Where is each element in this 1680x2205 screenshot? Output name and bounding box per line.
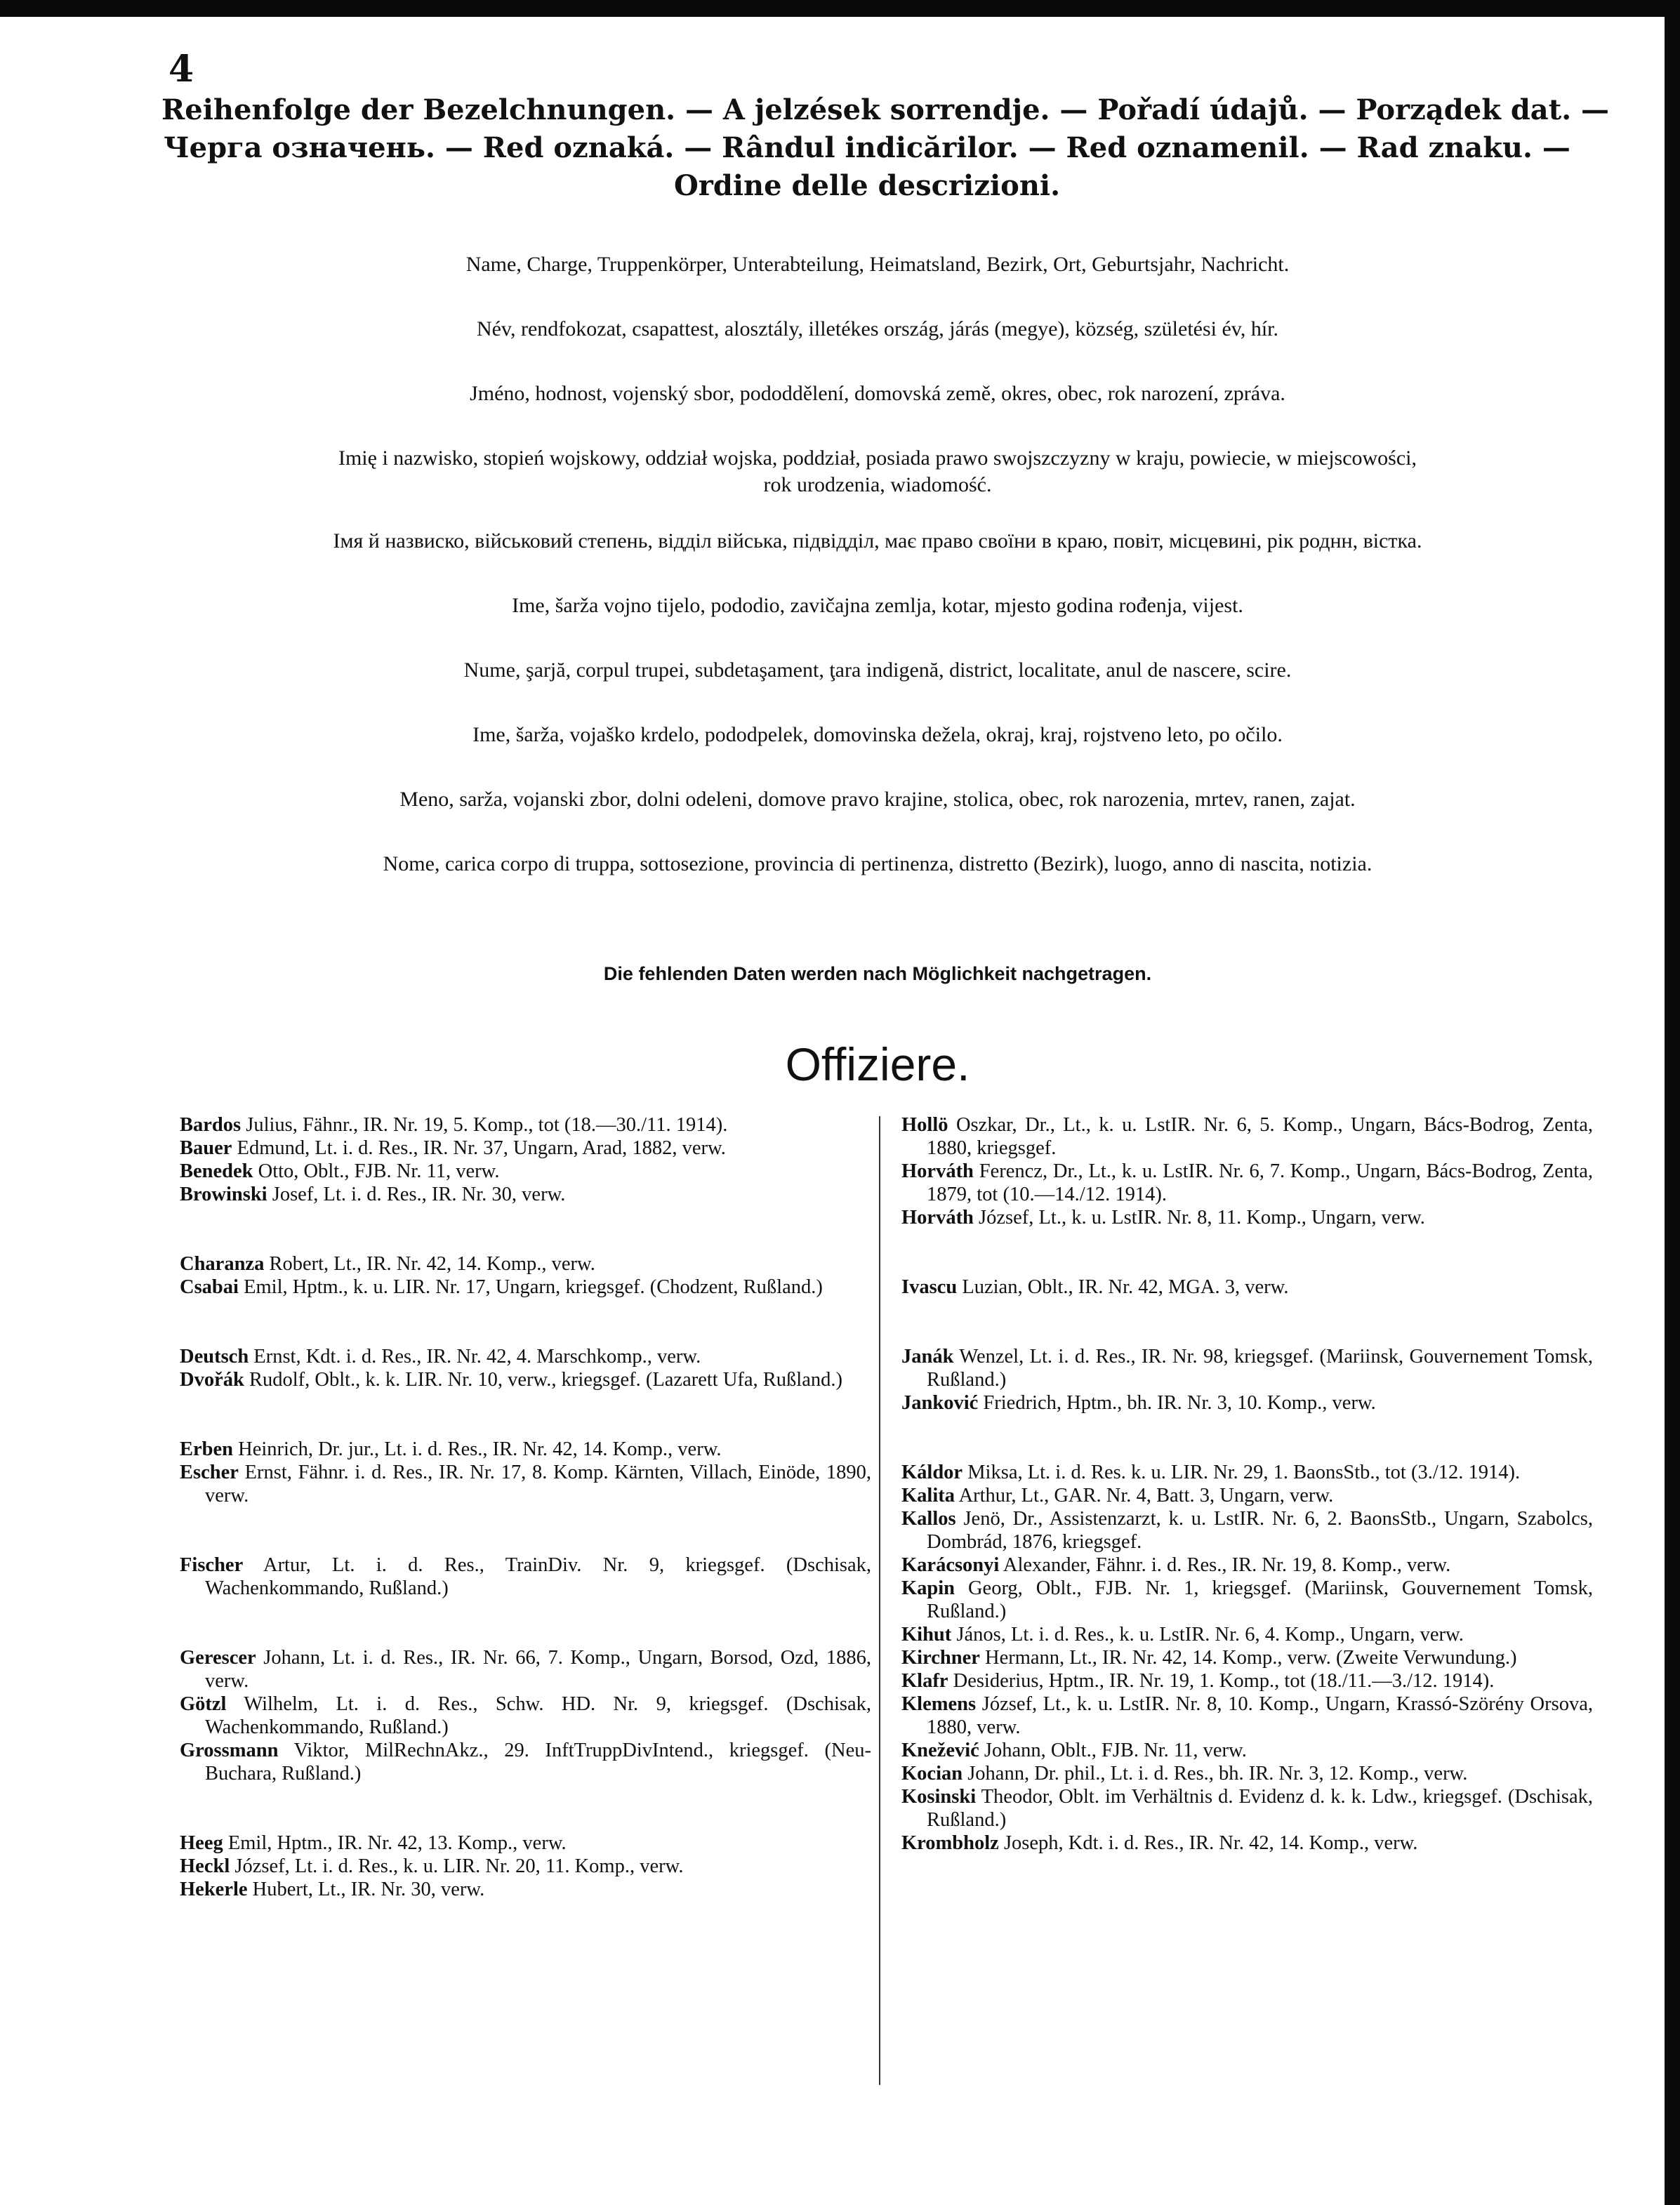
legend-czech: Jméno, hodnost, vojenský sbor, pododdělení, domovská země, okres, obec, rok narození, zpráva. (470, 382, 1285, 405)
officer-details: József, Lt., k. u. LstIR. Nr. 8, 11. Komp., Ungarn, verw. (979, 1207, 1425, 1229)
officer-surname: Hollö (901, 1114, 948, 1136)
officer-surname: Grossmann (180, 1740, 279, 1761)
officer-details: Desiderius, Hptm., IR. Nr. 19, 1. Komp., tot (18./11.—3./12. 1914). (953, 1670, 1495, 1692)
officer-entry (180, 1160, 871, 1183)
officer-entry (901, 1693, 1593, 1739)
officer-details: Alexander, Fähnr. i. d. Res., IR. Nr. 19, 8. Komp., verw. (1003, 1554, 1451, 1576)
officer-entry (180, 1113, 871, 1137)
legend-romanian: Nume, şarjă, corpul trupei, subdetaşament, ţara indigenă, district, localitate, anul de nascere, scire. (463, 658, 1292, 682)
legend-slovak: Meno, sarža, vojanski zbor, dolni odeleni, domove pravo krajine, stolica, obec, rok narozenia, mrtev, ranen, zajat. (399, 788, 1356, 811)
officer-entry (901, 1507, 1593, 1554)
officer-surname: Knežević (901, 1740, 979, 1761)
officer-surname: Browinski (180, 1184, 267, 1205)
officer-entry (901, 1739, 1593, 1762)
officer-details: Oszkar, Dr., Lt., k. u. LstIR. Nr. 6, 5. Komp., Ungarn, Bács-Bodrog, Zenta, 1880, kriegsgef. (927, 1114, 1593, 1159)
officer-entry (180, 1252, 871, 1276)
officer-entry (901, 1206, 1593, 1229)
officer-details: Georg, Oblt., FJB. Nr. 1, kriegsgef. (Mariinsk, Gouvernement Tomsk, Rußland.) (927, 1577, 1593, 1622)
officer-surname: Hekerle (180, 1879, 248, 1900)
officer-entry (180, 1554, 871, 1600)
officer-entry (180, 1345, 871, 1368)
group-gap (180, 1600, 871, 1646)
officer-surname: Deutsch (180, 1346, 249, 1368)
title-block (161, 91, 1610, 205)
officer-surname: Janković (901, 1392, 979, 1414)
left-column (180, 1113, 871, 1901)
officer-entry (901, 1832, 1593, 1855)
officer-details: Artur, Lt. i. d. Res., TrainDiv. Nr. 9, kriegsgef. (Dschisak, Wachenkommando, Rußland.) (205, 1554, 871, 1599)
officer-details: Viktor, MilRechnAkz., 29. InftTruppDivIntend., kriegsgef. (Neu-Buchara, Rußland.) (205, 1740, 871, 1784)
legend-block (168, 251, 1587, 915)
officer-surname: Horváth (901, 1207, 974, 1229)
legend-polish-line-2: rok urodzenia, wiadomość. (763, 473, 992, 496)
legend-slovenian: Ime, šarža, vojaško krdelo, pododpelek, domovinska dežela, okraj, kraj, rojstveno leto, po očilo. (472, 723, 1283, 746)
section-title: Offiziere. (785, 1038, 970, 1090)
title-line: Ordine delle descrizioni. (673, 169, 1061, 202)
page-number: 4 (168, 48, 194, 91)
officer-entry (901, 1762, 1593, 1785)
officer-entry (180, 1183, 871, 1206)
officer-surname: Heeg (180, 1832, 223, 1854)
officer-details: Ferencz, Dr., Lt., k. u. LstIR. Nr. 6, 7. Komp., Ungarn, Bács-Bodrog, Zenta, 1879, tot (10.—14./12. 1914). (927, 1160, 1593, 1205)
officer-details: Josef, Lt. i. d. Res., IR. Nr. 30, verw. (272, 1184, 566, 1205)
officer-details: Hubert, Lt., IR. Nr. 30, verw. (252, 1879, 485, 1900)
officer-entry (901, 1461, 1593, 1484)
legend-polish-line-1: Imię i nazwisko, stopień wojskowy, oddział wojska, poddział, posiada prawo swojszczyzny w kraju, powiecie, w miejscowości, (338, 446, 1417, 470)
officer-entry (901, 1113, 1593, 1160)
officer-details: Wilhelm, Lt. i. d. Res., Schw. HD. Nr. 9, kriegsgef. (Dschisak, Wachenkommando, Rußland.) (205, 1693, 871, 1738)
officer-details: Edmund, Lt. i. d. Res., IR. Nr. 37, Ungarn, Arad, 1882, verw. (237, 1137, 726, 1159)
scan-border-right (1665, 0, 1680, 2205)
officer-entry (901, 1669, 1593, 1693)
officer-entry (901, 1646, 1593, 1669)
officer-details: Miksa, Lt. i. d. Res. k. u. LIR. Nr. 29, 1. BaonsStb., tot (3./12. 1914). (967, 1462, 1521, 1483)
officer-surname: Janák (901, 1346, 954, 1368)
officer-details: József, Lt. i. d. Res., k. u. LIR. Nr. 20, 11. Komp., verw. (234, 1855, 684, 1877)
officer-surname: Erben (180, 1438, 234, 1460)
officer-surname: Escher (180, 1462, 239, 1483)
officer-surname: Kapin (901, 1577, 955, 1599)
officer-entry (901, 1345, 1593, 1391)
officer-entry (901, 1276, 1593, 1299)
officer-entry (901, 1484, 1593, 1507)
officer-entry (901, 1577, 1593, 1623)
officer-surname: Kalita (901, 1485, 955, 1507)
officer-entry (180, 1855, 871, 1878)
officer-surname: Horváth (901, 1160, 974, 1182)
officer-details: Ernst, Fähnr. i. d. Res., IR. Nr. 17, 8. Komp. Kärnten, Villach, Einöde, 1890, verw. (205, 1462, 872, 1507)
officer-surname: Heckl (180, 1855, 230, 1877)
legend-italian: Nome, carica corpo di truppa, sottosezione, provincia di pertinenza, distretto (Bezirk), luogo, anno di nascita, notizia. (383, 852, 1373, 875)
officer-surname: Götzl (180, 1693, 227, 1715)
officer-entry (180, 1878, 871, 1901)
group-gap (180, 1507, 871, 1554)
title-line: Reihenfolge der Bezelchnungen. — A jelzések sorrendje. — Pořadí údajů. — Porządek dat. — (161, 93, 1610, 126)
officer-details: Theodor, Oblt. im Verhältnis d. Evidenz d. k. k. Ldw., kriegsgef. (Dschisak, Rußland.) (927, 1786, 1593, 1831)
legend-german: Name, Charge, Truppenkörper, Unterabteilung, Heimatsland, Bezirk, Ort, Geburtsjahr, Nachricht. (465, 253, 1290, 276)
officer-surname: Dvořák (180, 1369, 244, 1391)
legend-croatian: Ime, šarža vojno tijelo, pododio, zavičajna zemlja, kotar, mjesto godina rođenja, vijest. (512, 594, 1243, 617)
missing-data-note: Die fehlenden Daten werden nach Möglichkeit nachgetragen. (603, 963, 1152, 984)
officer-entry (180, 1438, 871, 1461)
officer-entry (180, 1832, 871, 1855)
officer-details: Ernst, Kdt. i. d. Res., IR. Nr. 42, 4. Marschkomp., verw. (253, 1346, 701, 1368)
officer-surname: Krombholz (901, 1832, 999, 1854)
right-column (901, 1113, 1593, 1855)
officer-details: Jenö, Dr., Assistenzarzt, k. u. LstIR. Nr. 6, 2. BaonsStb., Ungarn, Szabolcs, Dombrád, 1876, kriegsgef. (927, 1508, 1593, 1553)
officer-entry (180, 1693, 871, 1739)
officer-entry (901, 1391, 1593, 1415)
officer-surname: Karácsonyi (901, 1554, 1000, 1576)
group-gap (180, 1391, 871, 1438)
group-gap (180, 1206, 871, 1252)
title-line: Черга означень. — Red oznaká. — Rândul indicărilor. — Red oznamenil. — Rad znaku. — (164, 131, 1570, 164)
officer-surname: Klemens (901, 1693, 977, 1715)
officer-details: Emil, Hptm., k. u. LIR. Nr. 17, Ungarn, kriegsgef. (Chodzent, Rußland.) (244, 1276, 823, 1298)
officer-details: Wenzel, Lt. i. d. Res., IR. Nr. 98, kriegsgef. (Mariinsk, Gouvernement Tomsk, Rußland.) (927, 1346, 1593, 1391)
officer-details: Arthur, Lt., GAR. Nr. 4, Batt. 3, Ungarn, verw. (958, 1485, 1334, 1507)
officer-surname: Benedek (180, 1160, 253, 1182)
officer-details: Johann, Dr. phil., Lt. i. d. Res., bh. IR. Nr. 3, 12. Komp., verw. (967, 1763, 1468, 1784)
officer-entry (180, 1739, 871, 1785)
officer-surname: Kihut (901, 1624, 952, 1646)
column-divider (879, 1116, 880, 2085)
officer-surname: Bauer (180, 1137, 232, 1159)
group-gap (180, 1785, 871, 1832)
officer-entry (901, 1554, 1593, 1577)
officer-entry (180, 1461, 871, 1507)
officer-details: Luzian, Oblt., IR. Nr. 42, MGA. 3, verw. (962, 1276, 1289, 1298)
officer-details: Otto, Oblt., FJB. Nr. 11, verw. (258, 1160, 500, 1182)
officer-details: Heinrich, Dr. jur., Lt. i. d. Res., IR. Nr. 42, 14. Komp., verw. (238, 1438, 722, 1460)
officer-entry (180, 1368, 871, 1391)
officer-details: János, Lt. i. d. Res., k. u. LstIR. Nr. 6, 4. Komp., Ungarn, verw. (956, 1624, 1464, 1646)
officer-details: Joseph, Kdt. i. d. Res., IR. Nr. 42, 14. Komp., verw. (1003, 1832, 1418, 1854)
officer-surname: Kallos (901, 1508, 956, 1530)
officer-details: Julius, Fähnr., IR. Nr. 19, 5. Komp., tot (18.—30./11. 1914). (246, 1114, 728, 1136)
officer-surname: Kocian (901, 1763, 963, 1784)
officer-surname: Bardos (180, 1114, 242, 1136)
group-gap (180, 1299, 871, 1345)
group-gap (901, 1415, 1593, 1461)
officer-details: Robert, Lt., IR. Nr. 42, 14. Komp., verw. (269, 1253, 595, 1275)
officer-details: József, Lt., k. u. LstIR. Nr. 8, 10. Komp., Ungarn, Krassó-Szörény Orsova, 1880, verw. (927, 1693, 1593, 1738)
legend-hungarian: Név, rendfokozat, csapattest, alosztály, illetékes ország, járás (megye), község, születési év, hír. (476, 317, 1279, 340)
officer-surname: Klafr (901, 1670, 948, 1692)
officer-surname: Ivascu (901, 1276, 958, 1298)
officer-entry (180, 1276, 871, 1299)
officer-surname: Fischer (180, 1554, 244, 1576)
officer-surname: Csabai (180, 1276, 239, 1298)
officer-surname: Kirchner (901, 1647, 980, 1669)
officer-details: Emil, Hptm., IR. Nr. 42, 13. Komp., verw. (227, 1832, 567, 1854)
officer-surname: Kosinski (901, 1786, 977, 1808)
officer-entry (901, 1785, 1593, 1832)
officer-details: Johann, Oblt., FJB. Nr. 11, verw. (984, 1740, 1247, 1761)
legend-ruthenian: Імя й назвиско, військовий степень, відділ війська, підвідділ, має право своїни в краю, повіт, місцевині, рік роднн, вістка. (333, 529, 1422, 552)
officer-entry (901, 1160, 1593, 1206)
officer-surname: Gerescer (180, 1647, 256, 1669)
group-gap (901, 1299, 1593, 1345)
officer-entry (180, 1646, 871, 1693)
officer-surname: Káldor (901, 1462, 963, 1483)
officer-details: Rudolf, Oblt., k. k. LIR. Nr. 10, verw., kriegsgef. (Lazarett Ufa, Rußland.) (249, 1369, 842, 1391)
legend-polish (168, 445, 1587, 498)
officer-entry (901, 1623, 1593, 1646)
officer-surname: Charanza (180, 1253, 265, 1275)
officer-details: Friedrich, Hptm., bh. IR. Nr. 3, 10. Komp., verw. (983, 1392, 1376, 1414)
officer-details: Hermann, Lt., IR. Nr. 42, 14. Komp., verw. (Zweite Verwundung.) (985, 1647, 1517, 1669)
officer-entry (180, 1137, 871, 1160)
group-gap (901, 1229, 1593, 1276)
officer-details: Johann, Lt. i. d. Res., IR. Nr. 66, 7. Komp., Ungarn, Borsod, Ozd, 1886, verw. (205, 1647, 872, 1692)
